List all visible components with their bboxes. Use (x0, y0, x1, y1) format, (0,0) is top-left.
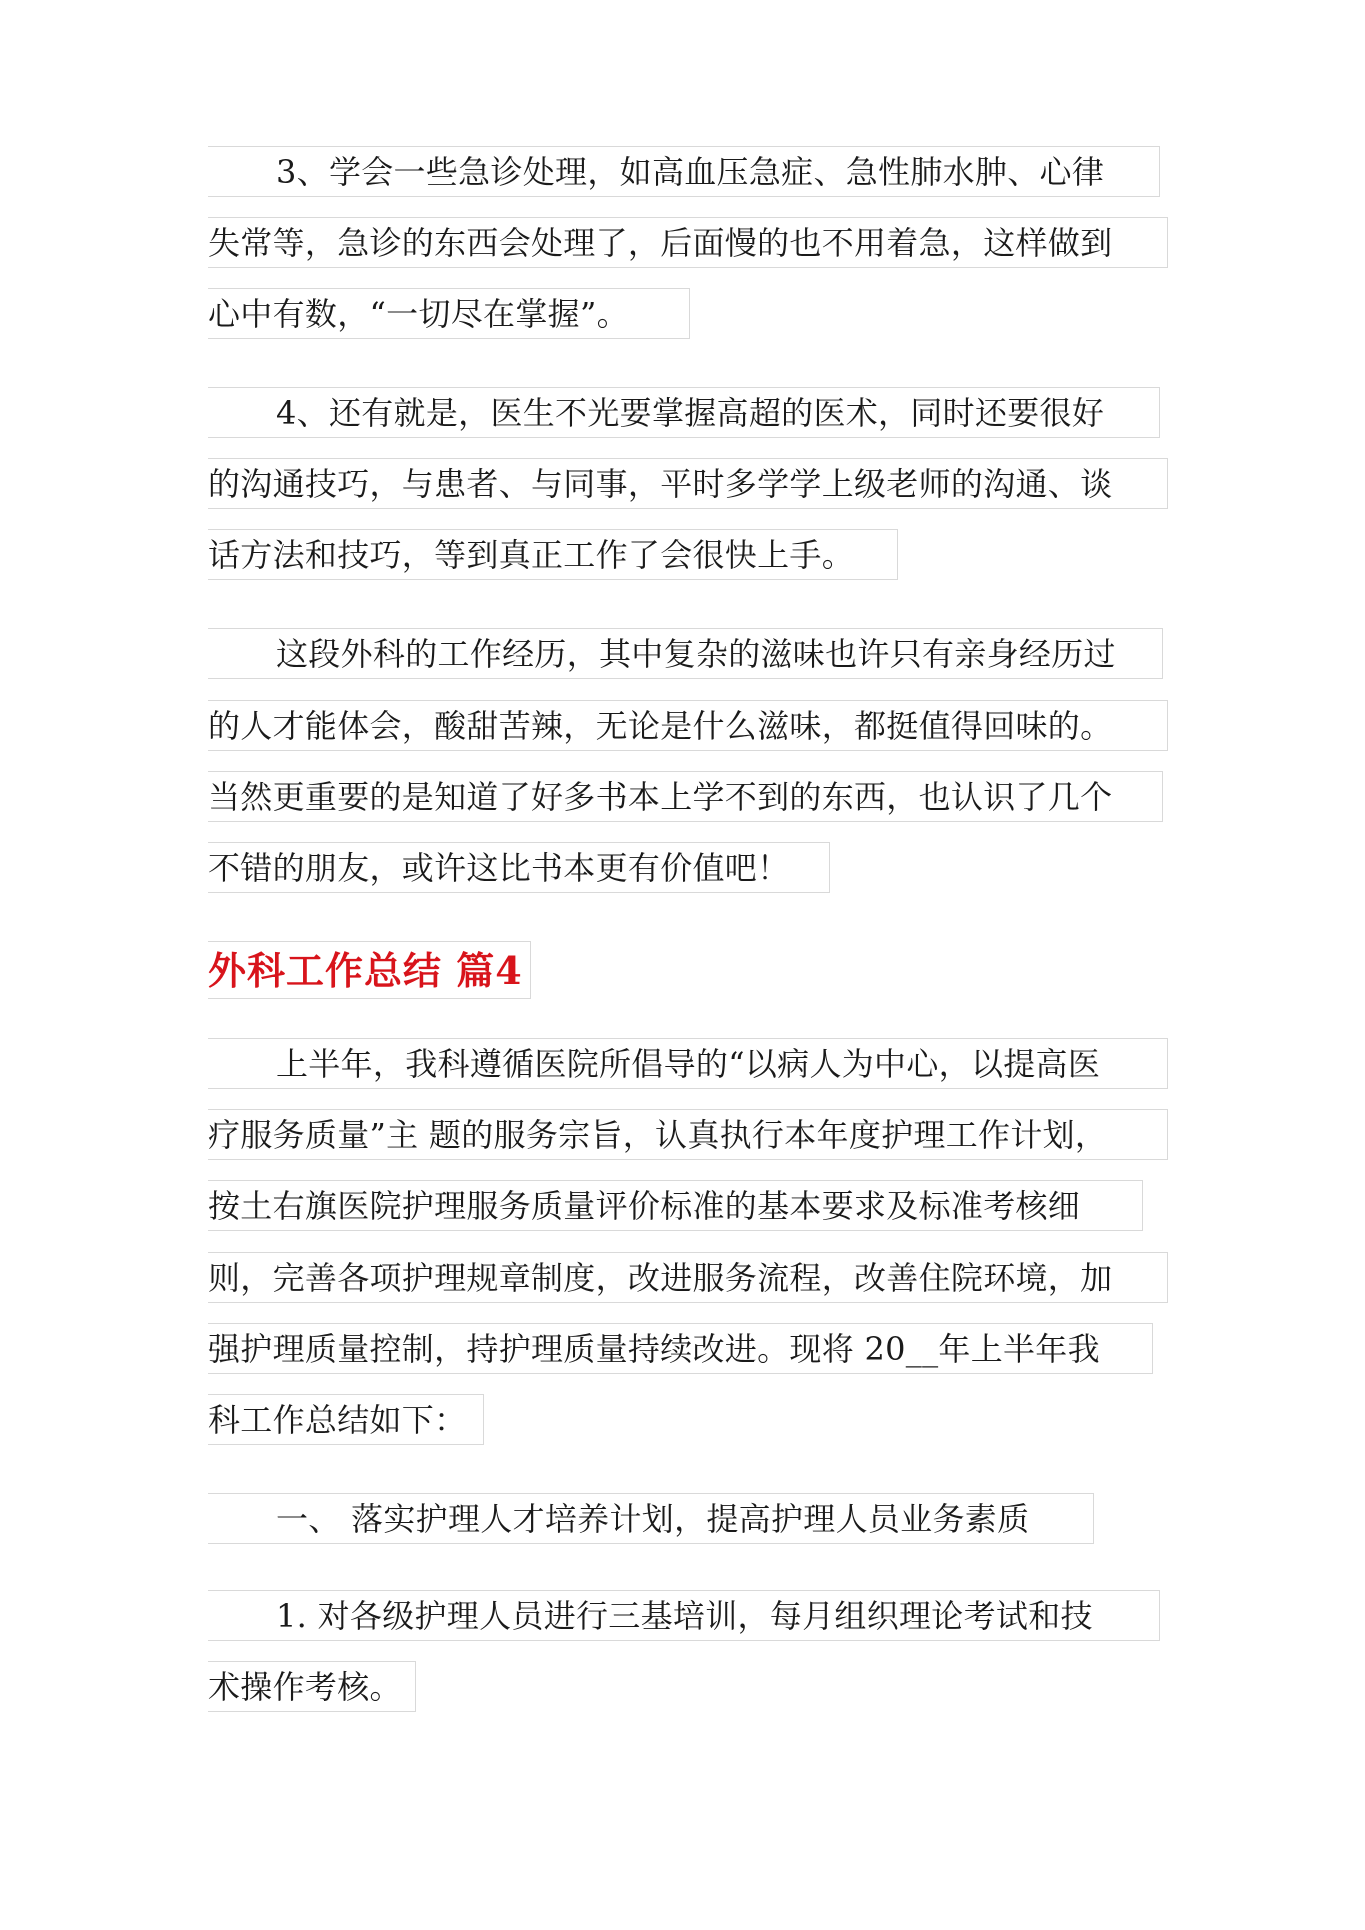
paragraph-line: 这段外科的工作经历，其中复杂的滋味也许只有亲身经历过 (208, 628, 1163, 679)
paragraph-line: 心中有数，“一切尽在掌握”。 (208, 288, 690, 339)
paragraph-line: 则，完善各项护理规章制度，改进服务流程，改善住院环境，加 (208, 1252, 1168, 1303)
paragraph-line: 3、学会一些急诊处理，如高血压急症、急性肺水肿、心律 (208, 146, 1160, 197)
section-subheading: 一、 落实护理人才培养计划，提高护理人员业务素质 (208, 1493, 1094, 1544)
paragraph-line: 疗服务质量”主 题的服务宗旨，认真执行本年度护理工作计划， (208, 1109, 1168, 1160)
paragraph-line: 的沟通技巧，与患者、与同事，平时多学学上级老师的沟通、谈 (208, 458, 1168, 509)
paragraph-line: 不错的朋友，或许这比书本更有价值吧！ (208, 842, 830, 893)
paragraph-line: 术操作考核。 (208, 1661, 416, 1712)
paragraph-line: 的人才能体会，酸甜苦辣，无论是什么滋味，都挺值得回味的。 (208, 700, 1168, 751)
paragraph-line: 4、还有就是，医生不光要掌握高超的医术，同时还要很好 (208, 387, 1160, 438)
paragraph-line: 失常等，急诊的东西会处理了，后面慢的也不用着急，这样做到 (208, 217, 1168, 268)
paragraph-line: 科工作总结如下： (208, 1394, 484, 1445)
paragraph-line: 当然更重要的是知道了好多书本上学不到的东西，也认识了几个 (208, 771, 1163, 822)
paragraph-line: 按土右旗医院护理服务质量评价标准的基本要求及标准考核细 (208, 1180, 1143, 1231)
paragraph-line: 1. 对各级护理人员进行三基培训，每月组织理论考试和技 (208, 1590, 1160, 1641)
paragraph-line: 强护理质量控制，持护理质量持续改进。现将 20__年上半年我 (208, 1323, 1153, 1374)
paragraph-line: 上半年，我科遵循医院所倡导的“以病人为中心，以提高医 (208, 1038, 1168, 1089)
section-heading: 外科工作总结 篇4 (208, 941, 531, 999)
paragraph-line: 话方法和技巧，等到真正工作了会很快上手。 (208, 529, 898, 580)
